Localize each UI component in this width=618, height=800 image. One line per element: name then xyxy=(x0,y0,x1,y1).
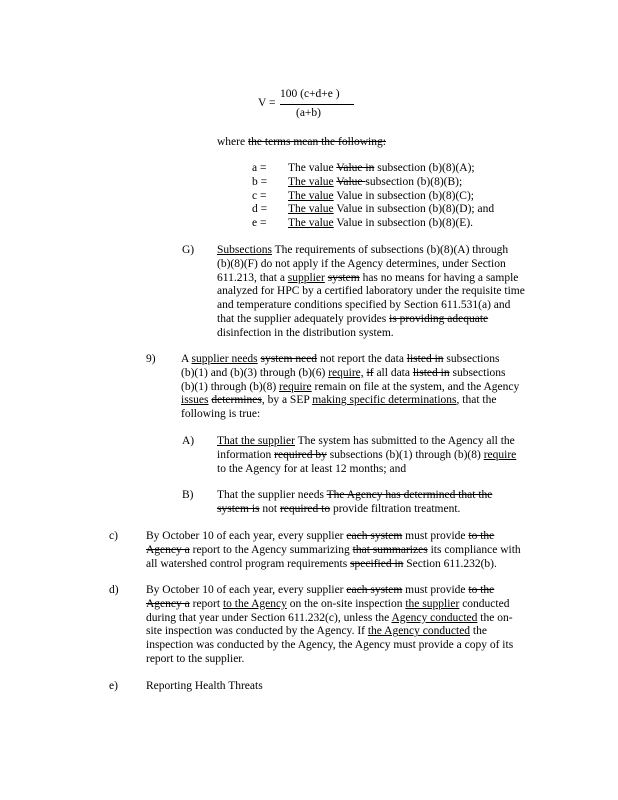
para-G-body xyxy=(217,244,557,341)
definitions-list xyxy=(252,162,494,231)
para-G-marker: G) xyxy=(182,244,195,256)
text-line: 611.213, that a supplier system has no means for having a sample xyxy=(217,271,519,284)
text-line: By October 10 of each year, every supplier each system must provide to the xyxy=(146,530,495,542)
text-line: report to the supplier. xyxy=(146,652,245,665)
definition-row xyxy=(252,162,494,176)
text-line: following is true: xyxy=(181,408,261,421)
def-rest: Value in subsection (b)(8)(C); xyxy=(336,189,474,202)
text-line: By October 10 of each year, every supplier each system must provide to the xyxy=(146,584,495,596)
para-e-body xyxy=(146,680,556,694)
formula-numerator: 100 (c+d+e ) xyxy=(280,88,340,100)
def-struck: Value xyxy=(336,175,366,188)
text-line: A supplier needs system need not report the data listed in subsections xyxy=(181,353,500,365)
def-struck: Value in xyxy=(336,162,375,174)
def-label: d = xyxy=(252,203,268,216)
def-rest: Value in subsection (b)(8)(D); and xyxy=(336,203,495,216)
def-inserted: The value xyxy=(288,189,334,202)
definition-row xyxy=(252,217,494,231)
text-line: analyzed for HPC by a certified laboratory under the requisite time xyxy=(217,285,525,298)
para-d-body xyxy=(146,584,556,667)
text-line: That the supplier The system has submitted to the Agency all the xyxy=(217,435,515,447)
text-line: that the supplier adequately provides is providing adequate xyxy=(217,312,489,325)
para-c-marker: c) xyxy=(109,530,118,542)
text-line: Subsections The requirements of subsections (b)(8)(A) through xyxy=(217,244,509,256)
para-9B-marker: B) xyxy=(182,489,194,501)
def-inserted: The value xyxy=(288,203,334,216)
def-text: The value xyxy=(288,162,337,174)
text-line: (b)(1) through (b)(8) require remain on file at the system, and the Agency xyxy=(181,380,520,393)
def-rest: subsection (b)(8)(A); xyxy=(374,162,475,174)
text-line: all watershed control program requirements specified in Section 611.232(b). xyxy=(146,557,497,570)
fraction-bar xyxy=(280,104,354,105)
text-line: Agency a report to the Agency on the on-site inspection the supplier conducted xyxy=(146,597,510,610)
para-c-body xyxy=(146,530,556,571)
para-9B-body xyxy=(217,489,557,517)
def-rest: Value in subsection (b)(8)(E). xyxy=(336,217,474,230)
def-label: c = xyxy=(252,189,267,202)
text-line: (b)(1) and (b)(3) through (b)(6) require, if all data listed in subsections xyxy=(181,366,506,379)
text-line: information required by subsections (b)(1) through (b)(8) require xyxy=(217,448,517,461)
text-line: (b)(8)(F) do not apply if the Agency determines, under Section xyxy=(217,257,506,270)
text-line: That the supplier needs The Agency has determined that the xyxy=(217,489,493,501)
para-d-marker: d) xyxy=(109,584,119,596)
def-inserted: The value xyxy=(288,175,334,188)
text-line: system is not required to provide filtration treatment. xyxy=(217,502,461,515)
text-line: Agency a report to the Agency summarizing that summarizes its compliance with xyxy=(146,543,521,556)
definition-row xyxy=(252,190,494,204)
text-line: inspection was conducted by the Agency, the Agency must provide a copy of its xyxy=(146,639,514,652)
text-line: disinfection in the distribution system. xyxy=(217,326,394,339)
para-9A-body xyxy=(217,435,557,476)
where-line xyxy=(217,136,386,150)
def-rest: subsection (b)(8)(B); xyxy=(365,175,463,188)
formula xyxy=(258,88,378,124)
para-9-marker: 9) xyxy=(146,353,156,365)
text-line: to the Agency for at least 12 months; and xyxy=(217,462,407,475)
para-9A-marker: A) xyxy=(182,435,195,447)
definition-row xyxy=(252,176,494,190)
para-e-marker: e) xyxy=(109,680,118,692)
text-line: issues determines, by a SEP making specific determinations, that the xyxy=(181,394,497,407)
definition-row xyxy=(252,203,494,217)
def-label: a = xyxy=(252,162,267,174)
text-line: site inspection was conducted by the Agency. If the Agency conducted the xyxy=(146,625,487,638)
text-line: Reporting Health Threats xyxy=(146,680,263,692)
text-line: during that year under Section 611.232(c), unless the Agency conducted the on- xyxy=(146,611,513,624)
formula-denominator: (a+b) xyxy=(296,107,321,119)
def-inserted: The value xyxy=(288,217,334,230)
para-9-body xyxy=(181,353,551,422)
formula-lhs: V = xyxy=(258,97,276,109)
text-line: and temperature conditions specified by Section 611.531(a) and xyxy=(217,299,511,312)
def-label: e = xyxy=(252,217,267,230)
where-kept: where xyxy=(217,136,248,148)
where-struck: the terms mean the following: xyxy=(247,136,386,148)
def-label: b = xyxy=(252,175,268,188)
